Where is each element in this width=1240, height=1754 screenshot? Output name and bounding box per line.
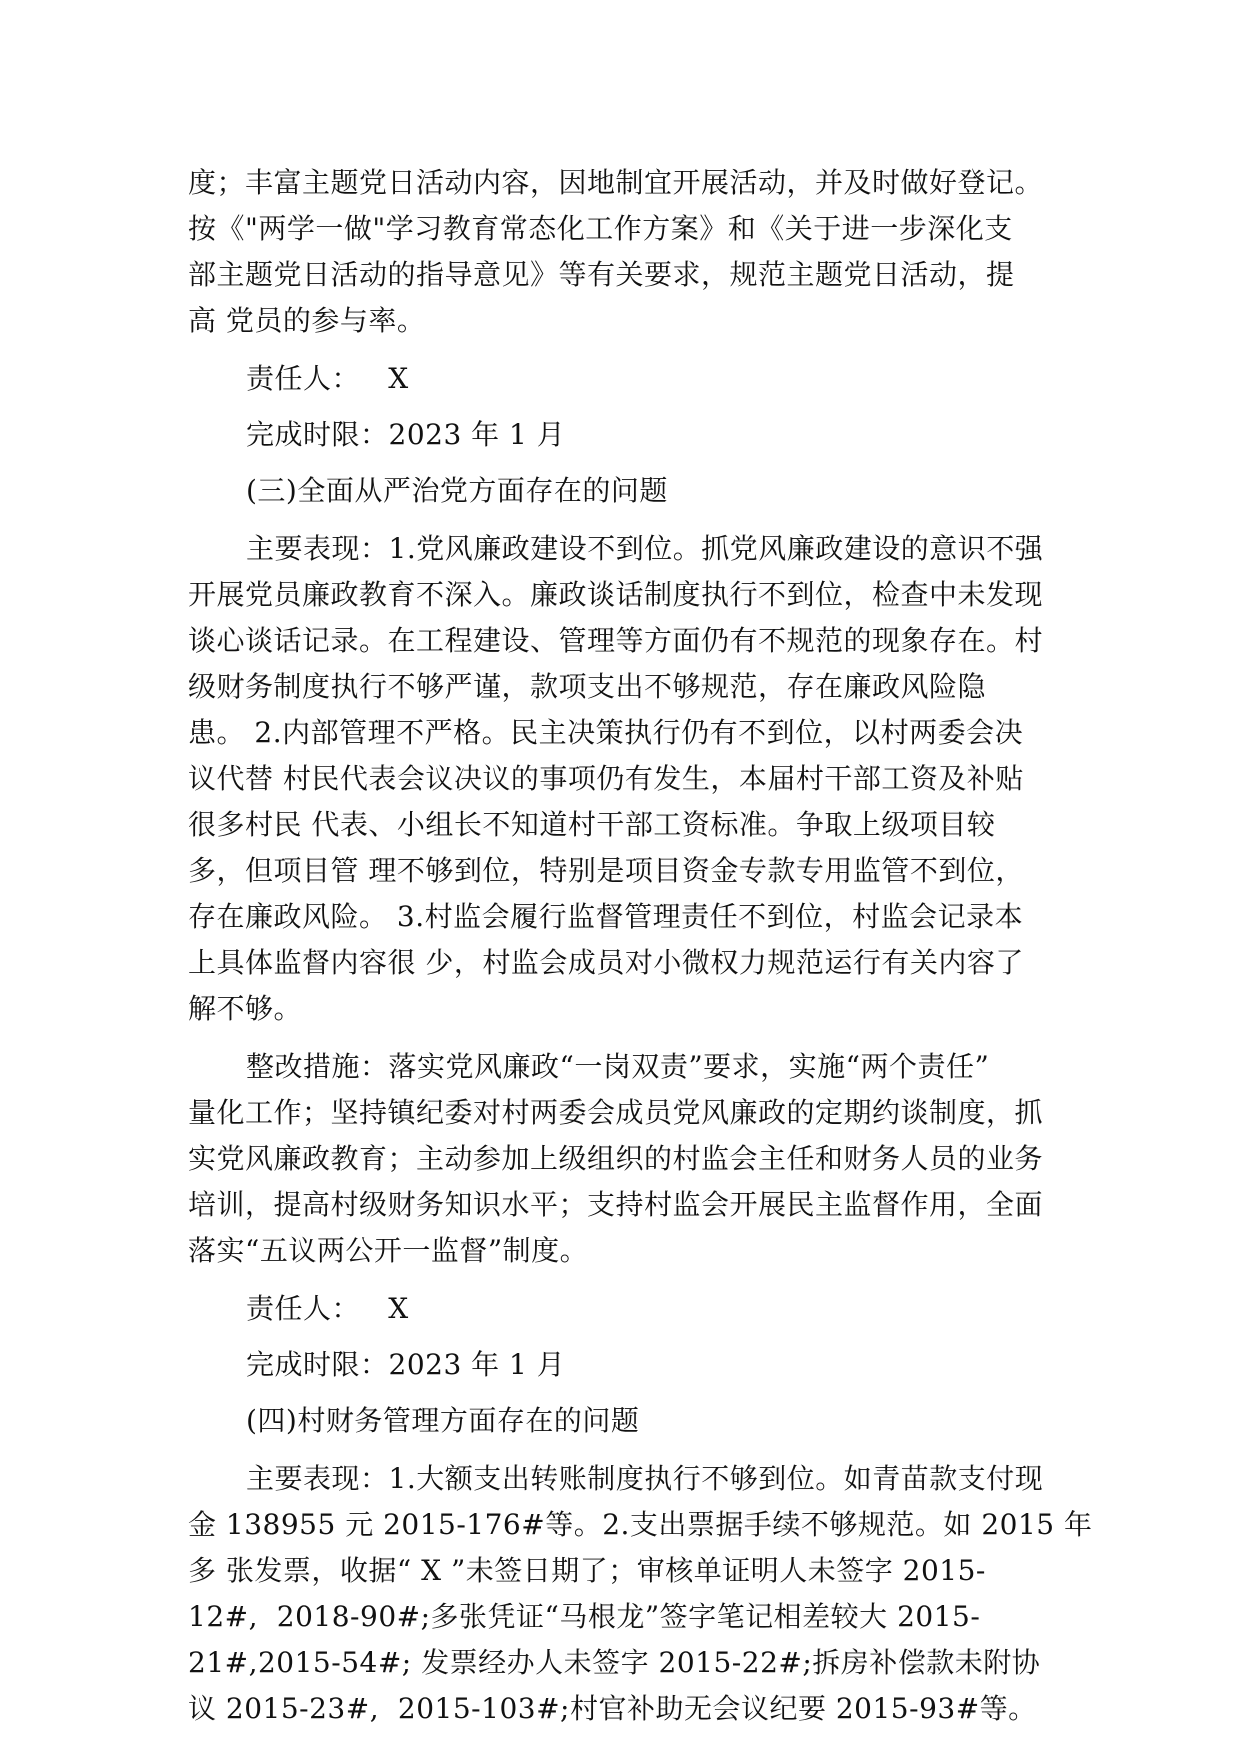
paragraph-line: 度；丰富主题党日活动内容，因地制宜开展活动，并及时做好登记。 [188, 166, 1044, 199]
deadline-line: 完成时限：2023 年 1 月 [246, 418, 566, 451]
paragraph-line: 部主题党日活动的指导意见》等有关要求，规范主题党日活动，提 [188, 258, 1015, 291]
paragraph-line: 12#, 2018-90#;多张凭证“马根龙”签字笔记相差较大 2015- [188, 1600, 981, 1633]
paragraph-line: 议代替 村民代表会议决议的事项仍有发生，本届村干部工资及补贴 [188, 762, 1024, 795]
paragraph-line: 按《"两学一做"学习教育常态化工作方案》和《关于进一步深化支 [188, 212, 1013, 245]
section-heading: (四)村财务管理方面存在的问题 [246, 1404, 640, 1437]
paragraph-line: 议 2015-23#, 2015-103#;村官补助无会议纪要 2015-93#等。 [188, 1692, 1037, 1725]
paragraph-line: 解不够。 [188, 992, 303, 1025]
paragraph-line: 实党风廉政教育；主动参加上级组织的村监会主任和财务人员的业务 [188, 1142, 1044, 1175]
deadline-line: 完成时限：2023 年 1 月 [246, 1348, 566, 1381]
paragraph-line: 量化工作；坚持镇纪委对村两委会成员党风廉政的定期约谈制度，抓 [188, 1096, 1044, 1129]
paragraph-line: 谈心谈话记录。在工程建设、管理等方面仍有不规范的现象存在。村 [188, 624, 1044, 657]
paragraph-line: 高 党员的参与率。 [188, 304, 426, 337]
paragraph-line: 患。 2.内部管理不严格。民主决策执行仍有不到位，以村两委会决 [188, 716, 1024, 749]
paragraph-line: 很多村民 代表、小组长不知道村干部工资标准。争取上级项目较 [188, 808, 996, 841]
paragraph-line: 主要表现：1.大额支出转账制度执行不够到位。如青苗款支付现 [246, 1462, 1044, 1495]
paragraph-line: 开展党员廉政教育不深入。廉政谈话制度执行不到位，检查中未发现 [188, 578, 1044, 611]
paragraph-line: 21#,2015-54#; 发票经办人未签字 2015-22#;拆房补偿款未附协 [188, 1646, 1041, 1679]
paragraph-line: 上具体监督内容很 少，村监会成员对小微权力规范运行有关内容了 [188, 946, 1024, 979]
responsible-person-line: 责任人： X [246, 362, 409, 395]
paragraph-line: 落实“五议两公开一监督”制度。 [188, 1234, 589, 1267]
paragraph-line: 存在廉政风险。 3.村监会履行监督管理责任不到位，村监会记录本 [188, 900, 1024, 933]
paragraph-line: 多，但项目管 理不够到位，特别是项目资金专款专用监管不到位， [188, 854, 1024, 887]
paragraph-line: 级财务制度执行不够严谨，款项支出不够规范，存在廉政风险隐 [188, 670, 987, 703]
paragraph-line: 培训，提高村级财务知识水平；支持村监会开展民主监督作用，全面 [188, 1188, 1044, 1221]
paragraph-line: 多 张发票，收据“ X ”未签日期了；审核单证明人未签字 2015- [188, 1554, 986, 1587]
paragraph-line: 金 138955 元 2015-176#等。2.支出票据手续不够规范。如 2015 年 [188, 1508, 1093, 1541]
responsible-person-line: 责任人： X [246, 1292, 409, 1325]
section-heading: (三)全面从严治党方面存在的问题 [246, 474, 668, 507]
document-page [188, 160, 1093, 1732]
paragraph-line: 整改措施：落实党风廉政“一岗双责”要求，实施“两个责任” [246, 1050, 990, 1083]
paragraph-line: 主要表现：1.党风廉政建设不到位。抓党风廉政建设的意识不强 [246, 532, 1044, 565]
